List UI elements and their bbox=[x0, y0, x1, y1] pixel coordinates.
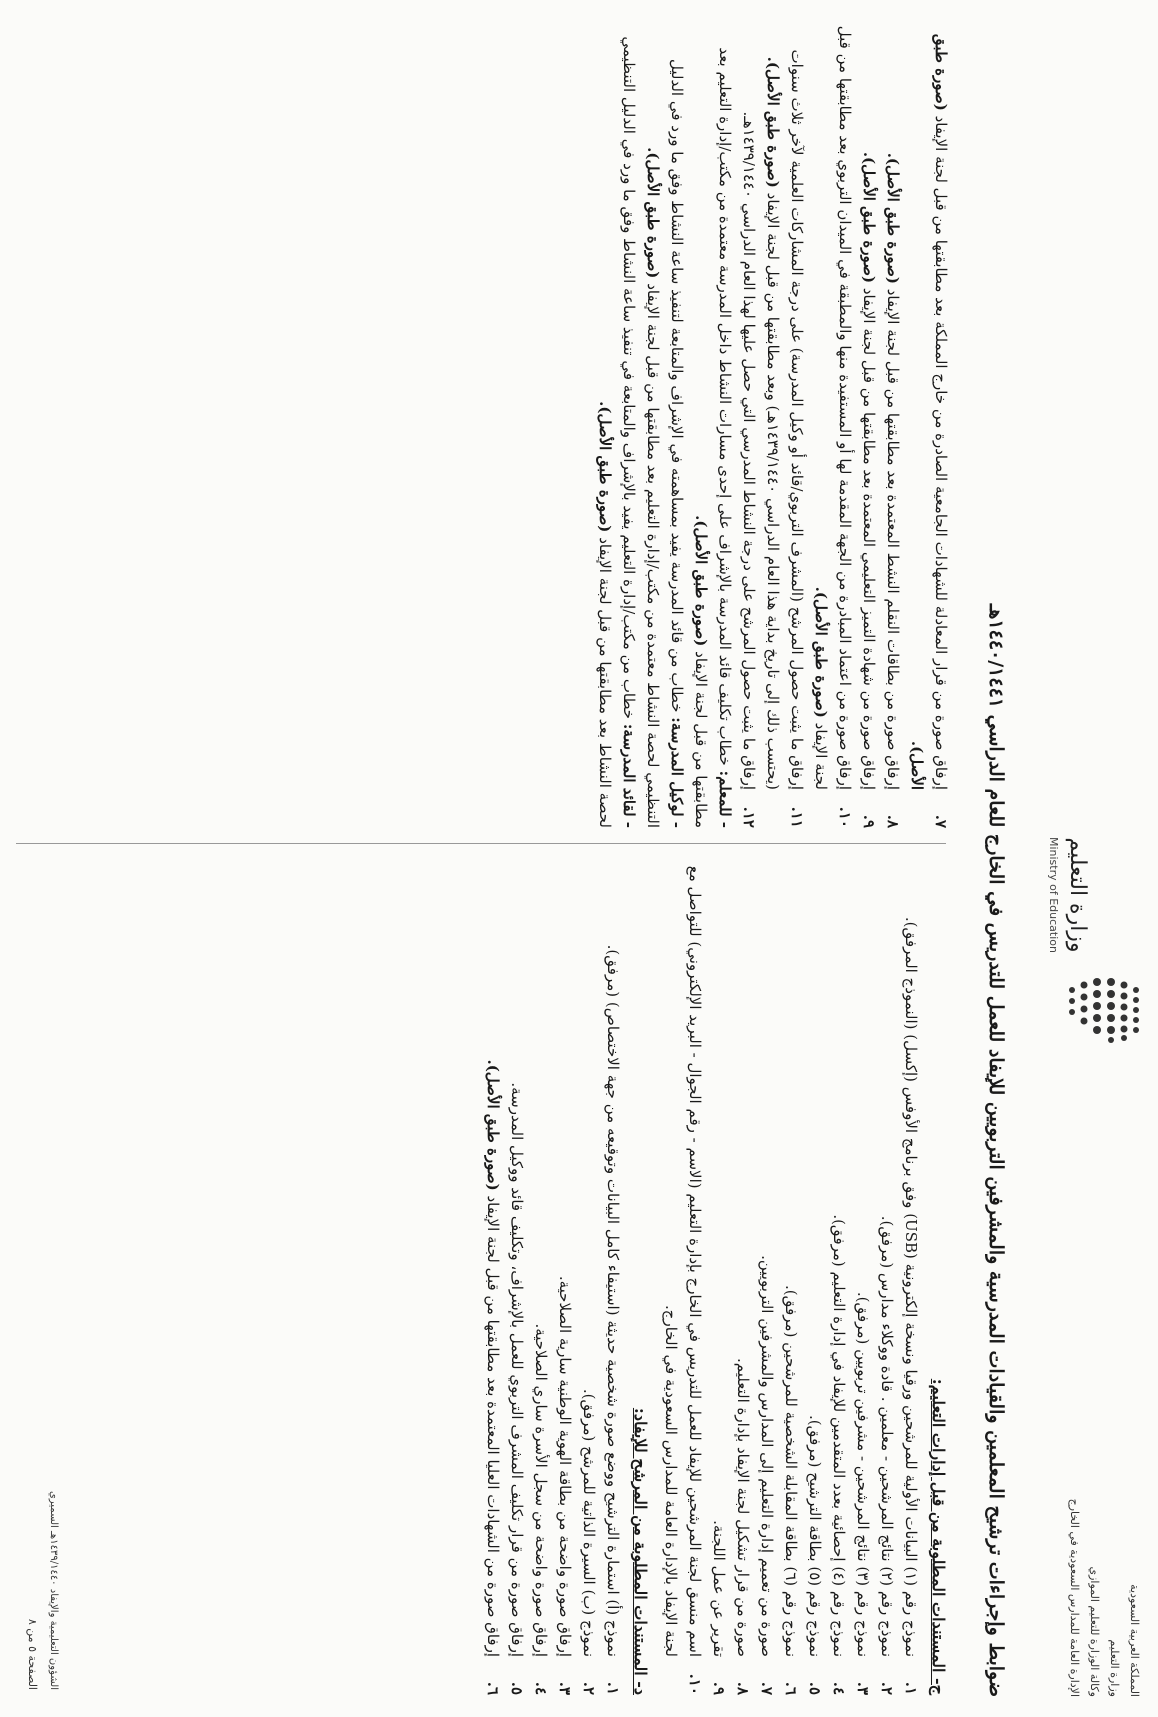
item-text: نموذج رقم (١) البيانات الأولية للمرشحين ورقيا ونسخة إلكترونية (USB) وفق برنامج الأوفس (إكسل) (النموذج المرفق). bbox=[902, 916, 920, 1657]
list-item bbox=[761, 20, 809, 828]
item-body: إرفاق صورة من اعتماد المبادرة من الجهة المقدمة لها أو المستفيدة منها والمطبقة في الميدان التربوي بعد مطابقتها من قبل لجنة الإيفاد bbox=[812, 25, 854, 790]
item-text: نموذج رقم (٢) نتائج المرشحين - معلمين . قادة ووكلاء مدارس (مرفق). bbox=[878, 1215, 896, 1657]
list-item bbox=[851, 865, 875, 1695]
list-item bbox=[529, 865, 553, 1695]
list-item bbox=[899, 865, 923, 1695]
item-number: ١٢. bbox=[740, 806, 758, 828]
list-item bbox=[505, 865, 529, 1695]
item-number: ١٠. bbox=[686, 1673, 704, 1695]
item-body: إرفاق صورة من شهادة التميز التعليمي المعتمدة بعد مطابقتها من قبل لجنة الإيفاد bbox=[860, 287, 878, 790]
item-emphasis: (صورة طبق الأصل). bbox=[812, 586, 830, 718]
item-number: ٧. bbox=[758, 1681, 776, 1695]
item-text: نموذج رقم (٦) بطاقة المقابلة الشخصية للمرشحين (مرفق). bbox=[782, 1284, 800, 1657]
list-item bbox=[707, 865, 731, 1695]
list-item bbox=[481, 865, 505, 1695]
footer-note: الشؤون التعليمية والإيفاد ١٤٣٩/١٤٤٠هـ السميري bbox=[48, 1490, 59, 1690]
item-number: ٢. bbox=[580, 1681, 598, 1695]
item-number: ٣. bbox=[854, 1681, 872, 1695]
sub-item-body: خطاب من مكتب/إدارة التعليم يفيد بالإشراف والمتابعة في تنفيذ ساعة النشاط وفق ما ورد في الدليل التنظيمي لحصة النشاط بعد مطابقتها من قبل لجنة الإيفاد bbox=[596, 36, 638, 828]
list-item bbox=[827, 865, 851, 1695]
sub-item-label: - لقائد المدرسة: bbox=[620, 723, 638, 828]
item-text bbox=[481, 865, 505, 1657]
document-title: ضوابط وإجراءات ترشيح المعلمين والقيادات المدرسية والمشرفين التربويين للإيفاد للعمل للتدريس في الخارج للعام الدراسي ١٤٤٠/١٤٤١هـ bbox=[985, 603, 1007, 1697]
item-number: ٦. bbox=[484, 1681, 502, 1695]
item-body: إرفاق صورة من قرار المعادلة للشهادات الجامعية الصادرة من خارج المملكة بعد مطابقتها من قبل لجنة الإيفاد bbox=[932, 115, 950, 790]
sub-item-label: - للمعلم: bbox=[716, 770, 734, 828]
item-number: ١. bbox=[902, 1681, 920, 1695]
sub-item-emphasis: (صورة طبق الأصل). bbox=[596, 401, 614, 533]
list-item bbox=[809, 20, 857, 828]
item-number: ٨. bbox=[734, 1681, 752, 1695]
sub-item-teacher bbox=[689, 20, 737, 828]
item-number: ٦. bbox=[782, 1681, 800, 1695]
item-emphasis: (صورة طبق الأصل). bbox=[884, 152, 902, 284]
sub-item-emphasis: (صورة طبق الأصل). bbox=[692, 515, 710, 647]
item-number: ٤. bbox=[532, 1681, 550, 1695]
list-item bbox=[779, 865, 803, 1695]
item-text bbox=[857, 20, 881, 790]
list-item bbox=[577, 865, 601, 1695]
section-d-heading: د- المستندات المطلوبة من المرشح للإيفاد: bbox=[631, 1407, 650, 1695]
list-item bbox=[553, 865, 577, 1695]
left-column bbox=[593, 20, 953, 828]
list-item bbox=[737, 20, 761, 828]
org-line-department: الإدارة العامة للمدارس السعودية في الخارج bbox=[1068, 1498, 1081, 1697]
item-number: ١٠. bbox=[836, 806, 854, 828]
ministry-logo bbox=[1038, 820, 1148, 1060]
list-item bbox=[601, 865, 625, 1695]
logo-english-text: Ministry of Education bbox=[1047, 836, 1060, 953]
item-text: نموذج (أ) استمارة الترشيح ووضع صورة شخصية حديثة (استيفاء كامل البيانات وتوقيعه من جهة الاختصاص) (مرفق). bbox=[604, 944, 622, 1657]
org-line-ministry: وزارة التعليم bbox=[1108, 1639, 1121, 1697]
section-c-heading: ج- المستندات المطلوبة من قبل إدارات التعليم: bbox=[929, 1378, 948, 1695]
org-line-agency: وكالة الوزارة للتعليم الموازي bbox=[1088, 1566, 1101, 1697]
right-column bbox=[481, 865, 953, 1695]
sub-item-body: خطاب تكليف قائد المدرسة بالإشراف على إحدى مسارات النشاط داخل المدرسة معتمدة من مكتب/إدارة التعليم بعد مطابقتها من قبل لجنة الإيفاد bbox=[692, 47, 734, 828]
page-number: الصفحة ٥ من ٨ bbox=[26, 1618, 39, 1690]
item-text: نموذج (ب) السيرة الذاتية للمرشح (مرفق). bbox=[580, 1388, 598, 1657]
list-item bbox=[731, 865, 755, 1695]
item-text: نموذج رقم (٣) نتائج المرشحين - مشرفين تربويين (مرفق). bbox=[854, 1291, 872, 1657]
item-number: ٩. bbox=[860, 814, 878, 828]
item-text: نموذج رقم (٥) بطاقة الترشيح (مرفق). bbox=[806, 1414, 824, 1657]
item-text: صورة من قرار تشكيل لجنة الإيفاد بإدارة التعليم. bbox=[734, 1358, 752, 1657]
item-number: ٩. bbox=[710, 1681, 728, 1695]
sub-item-label: - لوكيل المدرسة: bbox=[668, 717, 686, 828]
item-text bbox=[761, 20, 809, 790]
item-text: اسم منسق لجنة المرشحين للإيفاد للعمل للتدريس في الخارج بإدارة التعليم (الاسم - رقم الجوال - البريد الإلكتروني) للتواصل مع لجنة الإيفاد بالإدارة العامة للمدارس السعودية في الخارج. bbox=[662, 865, 704, 1657]
item-number: ٤. bbox=[830, 1681, 848, 1695]
item-body: إرفاق صورة من الشهادات العليا المعتمدة بعد مطابقتها من قبل لجنة الإيفاد bbox=[484, 1195, 502, 1657]
item-number: ٨. bbox=[884, 814, 902, 828]
item-text bbox=[809, 20, 857, 790]
sub-item-principal bbox=[593, 20, 641, 828]
item-text bbox=[905, 20, 953, 790]
item-body: إرفاق صورة من بطاقات النقلم النشط المعتمدة بعد مطابقتها من قبل لجنة الإيفاد bbox=[884, 288, 902, 790]
item-text: تقرير عن عمل اللجنة. bbox=[710, 1520, 728, 1657]
item-text: إرفاق صورة واضحة من بطاقة الهوية الوطنية سارية الصلاحية. bbox=[556, 1275, 574, 1657]
list-item bbox=[905, 20, 953, 828]
sub-item-body: خطاب من قائد المدرسة يفيد بمساهمته في الإشراف والمتابعة لتنفيذ ساعة النشاط وفق ما ورد في الدليل التنظيمي لحصة النشاط معتمدة من مكتب/إدارة التعليم بعد مطابقتها من قبل لجنة الإيفاد bbox=[644, 59, 686, 828]
sub-item-emphasis: (صورة طبق الأصل). bbox=[644, 147, 662, 279]
list-item bbox=[659, 865, 707, 1695]
item-text: إرفاق ما يثبت حصول المرشح على درجة النشاط المدرسي التي حصل عليها لهذا العام الدراسي ١٤٣٩/١٤٤٠هـ. bbox=[740, 111, 758, 790]
item-number: ٢. bbox=[878, 1681, 896, 1695]
item-number: ٥. bbox=[508, 1681, 526, 1695]
item-number: ١١. bbox=[788, 806, 806, 828]
item-text: نموذج رقم (٤) إحصائية بعدد المتقدمين للإيفاد في إدارة التعليم (مرفق). bbox=[830, 1214, 848, 1657]
sub-item-vice-principal bbox=[641, 20, 689, 828]
item-text: إرفاق صورة واضحة من سجل الأسرة ساري الصلاحية. bbox=[532, 1323, 550, 1657]
organization-header bbox=[1064, 1367, 1144, 1697]
list-item bbox=[755, 865, 779, 1695]
item-emphasis: (صورة طبق الأصل). bbox=[908, 33, 950, 790]
logo-arabic-text: وزارة التعليم bbox=[1065, 837, 1090, 953]
column-divider bbox=[16, 843, 946, 844]
logo-dots-icon bbox=[1038, 970, 1148, 1050]
list-item bbox=[875, 865, 899, 1695]
item-number: ٧. bbox=[932, 814, 950, 828]
item-emphasis: (صورة طبق الأصل). bbox=[484, 1059, 502, 1191]
item-body: إرفاق ما يثبت حصول المرشح (المشرف التربوي/قائد أو وكيل المدرسة) على درجة المشاركات العلمية لآخر ثلاث سنوات (يحتسب ذلك إلى تاريخ بداية هذا العام الدراسي ١٤٣٩/١٤٤٠هـ) وبعد مطابقتها من قبل لجنة الإيفاد bbox=[764, 49, 806, 790]
item-text bbox=[881, 20, 905, 790]
item-emphasis: (صورة طبق الأصل). bbox=[860, 151, 878, 284]
list-item bbox=[857, 20, 881, 828]
org-line-kingdom: المملكة العربية السعودية bbox=[1128, 1584, 1141, 1697]
list-item bbox=[803, 865, 827, 1695]
list-item bbox=[881, 20, 905, 828]
item-text: إرفاق صورة من قرار تكليف المشرف التربوي للعمل بالإشراف، وتكليف قائد ووكيل المدرسة. bbox=[508, 1082, 526, 1657]
item-emphasis: (صورة طبق الأصل). bbox=[764, 56, 782, 188]
item-number: ٣. bbox=[556, 1681, 574, 1695]
item-text: صورة من تعميم إدارة التعليم إلى المدارس والمشرفين التربويين. bbox=[758, 1255, 776, 1657]
item-number: ١. bbox=[604, 1681, 622, 1695]
item-number: ٥. bbox=[806, 1681, 824, 1695]
